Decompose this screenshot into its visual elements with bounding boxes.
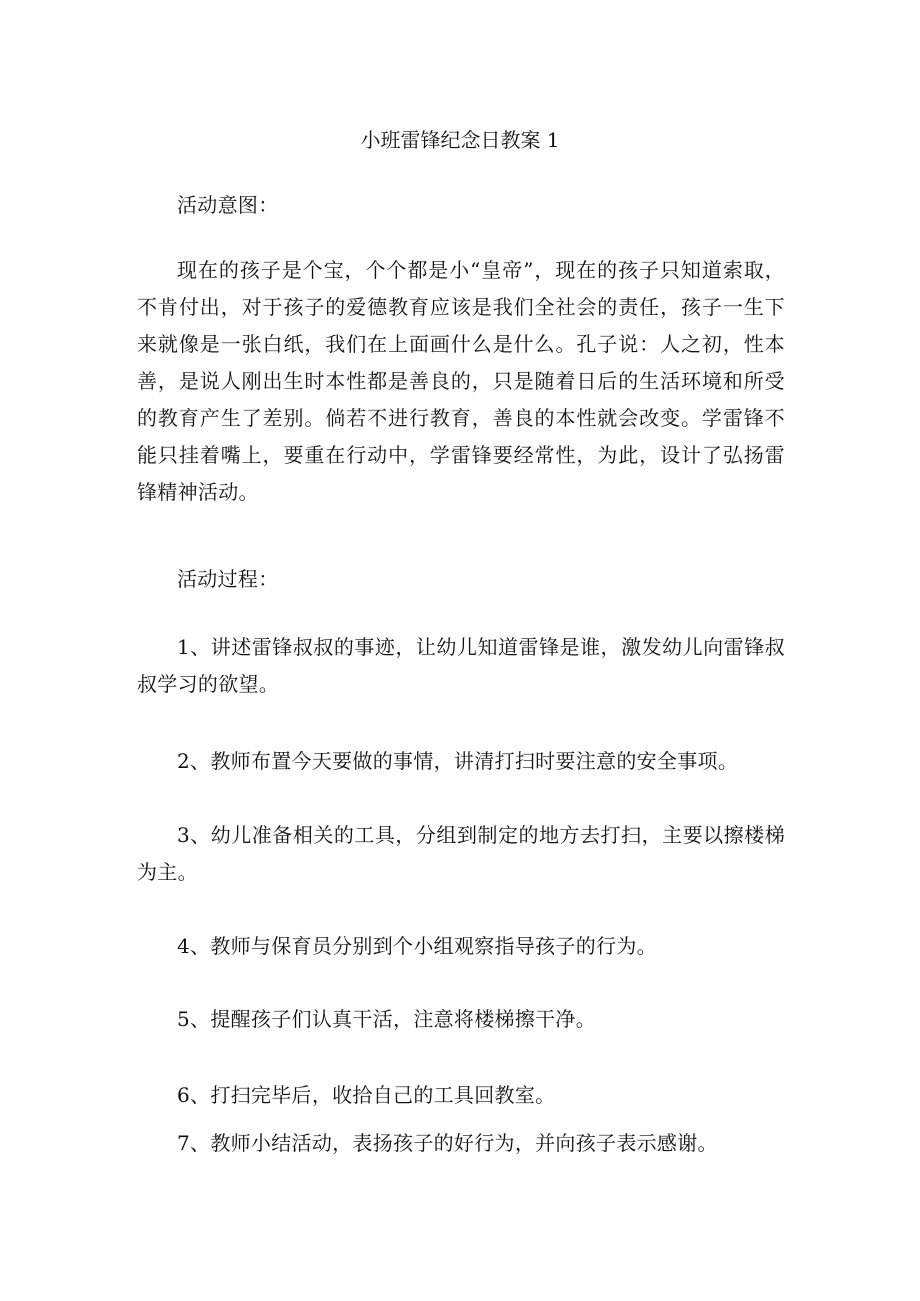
step-item: 3、幼儿准备相关的工具，分组到制定的地方去打扫，主要以擦楼梯为主。 (137, 823, 785, 884)
step-item: 2、教师布置今天要做的事情，讲清打扫时要注意的安全事项。 (177, 749, 739, 773)
step-item: 4、教师与保育员分别到个小组观察指导孩子的行为。 (177, 934, 657, 958)
process-heading: 活动过程： (177, 567, 279, 591)
document-title: 小班雷锋纪念日教案 1 (360, 128, 560, 152)
step-item: 6、打扫完毕后，收拾自己的工具回教室。 (177, 1083, 556, 1107)
step-item: 1、讲述雷锋叔叔的事迹，让幼儿知道雷锋是谁，激发幼儿向雷锋叔叔学习的欲望。 (137, 635, 785, 696)
step-item: 7、教师小结活动，表扬孩子的好行为，并向孩子表示感谢。 (177, 1131, 718, 1155)
intent-heading: 活动意图： (177, 193, 279, 217)
intent-body: 现在的孩子是个宝，个个都是小“皇帝”，现在的孩子只知道索取，不肯付出，对于孩子的爱德教育应该是我们全社会的责任，孩子一生下来就像是一张白纸，我们在上面画什么是什么。孔子说：人之初，性本善，是说人刚出生时本性都是善良的，只是随着日后的生活环境和所受的教育产生了差别。倘若不进行教育，善良的本性就会改变。学雷锋不能只挂着嘴上，要重在行动中，学雷锋要经常性，为此，设计了弘扬雷锋精神活动。 (137, 258, 785, 504)
step-item: 5、提醒孩子们认真干活，注意将楼梯擦干净。 (177, 1007, 597, 1031)
